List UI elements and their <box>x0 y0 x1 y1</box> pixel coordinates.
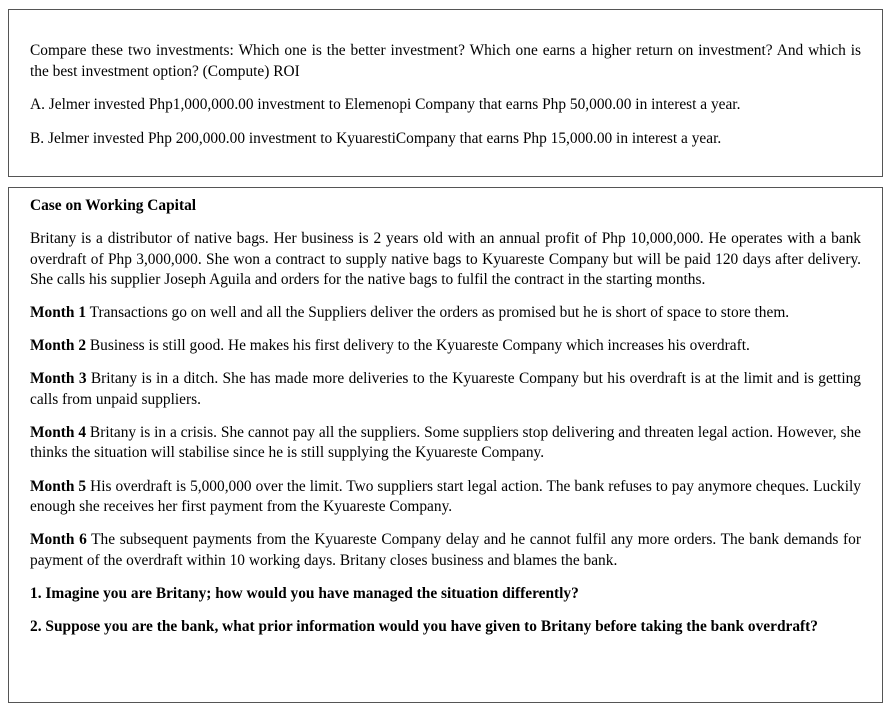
month-6-text: The subsequent payments from the Kyuareste Company delay and he cannot fulfil any more orders. The bank demands for payment of the overdraft within 10 working days. Britany closes business and blames the bank. <box>30 531 861 569</box>
month-4-text: Britany is in a crisis. She cannot pay all the suppliers. Some suppliers stop delivering and threaten legal action. However, she thinks the situation will stabilise since he is still supplying the Kyuareste Company. <box>30 423 861 462</box>
month-5-label: Month 5 <box>30 477 87 495</box>
month-5-paragraph <box>30 477 861 518</box>
month-3-text: Britany is in a ditch. She has made more deliveries to the Kyuareste Company but his overdraft is at the limit and is getting calls from unpaid suppliers. <box>30 370 861 408</box>
roi-question-text: Compare these two investments: Which one is the better investment? Which one earns a higher return on investment? And which is the best investment option? (Compute) ROI <box>30 42 861 80</box>
roi-question-content <box>30 41 861 162</box>
month-6-paragraph <box>30 530 861 571</box>
roi-question-box <box>8 9 883 177</box>
month-4-label: Month 4 <box>30 423 87 441</box>
roi-option-b: B. Jelmer invested Php 200,000.00 investment to KyuarestiCompany that earns Php 15,000.00 in interest a year. <box>30 129 722 147</box>
case-intro: Britany is a distributor of native bags. Her business is 2 years old with an annual profit of Php 10,000,000. He operates with a bank overdraft of Php 3,000,000. She won a contract to supply native bags to Kyuareste Company but will be paid 120 days after delivery. She calls his supplier Joseph Aguila and orders for the native bags to fulfil the contract in the starting months. <box>30 230 861 289</box>
case-content <box>30 196 861 650</box>
working-capital-case-box <box>8 187 883 703</box>
month-4-paragraph <box>30 423 861 464</box>
roi-option-a: A. Jelmer invested Php1,000,000.00 investment to Elemenopi Company that earns Php 50,000.00 in interest a year. <box>30 96 741 113</box>
month-1-text: Transactions go on well and all the Suppliers deliver the orders as promised but he is short of space to store them. <box>86 304 790 322</box>
case-question-2: 2. Suppose you are the bank, what prior information would you have given to Britany before taking the bank overdraft? <box>30 617 818 635</box>
month-5-text: His overdraft is 5,000,000 over the limit. Two suppliers start legal action. The bank refuses to pay anymore cheques. Luckily enough she receives her first payment from the Kyuareste Company. <box>30 477 861 516</box>
case-question-1: 1. Imagine you are Britany; how would you have managed the situation differently? <box>30 584 579 602</box>
month-6-label: Month 6 <box>30 531 87 549</box>
month-2-text: Business is still good. He makes his first delivery to the Kyuareste Company which increases his overdraft. <box>86 337 750 355</box>
month-2-label: Month 2 <box>30 337 87 355</box>
month-3-label: Month 3 <box>30 370 87 388</box>
month-1-label: Month 1 <box>30 304 87 322</box>
month-3-paragraph <box>30 369 861 410</box>
case-title: Case on Working Capital <box>30 197 197 214</box>
month-1-paragraph <box>30 303 861 324</box>
month-2-paragraph <box>30 336 861 357</box>
